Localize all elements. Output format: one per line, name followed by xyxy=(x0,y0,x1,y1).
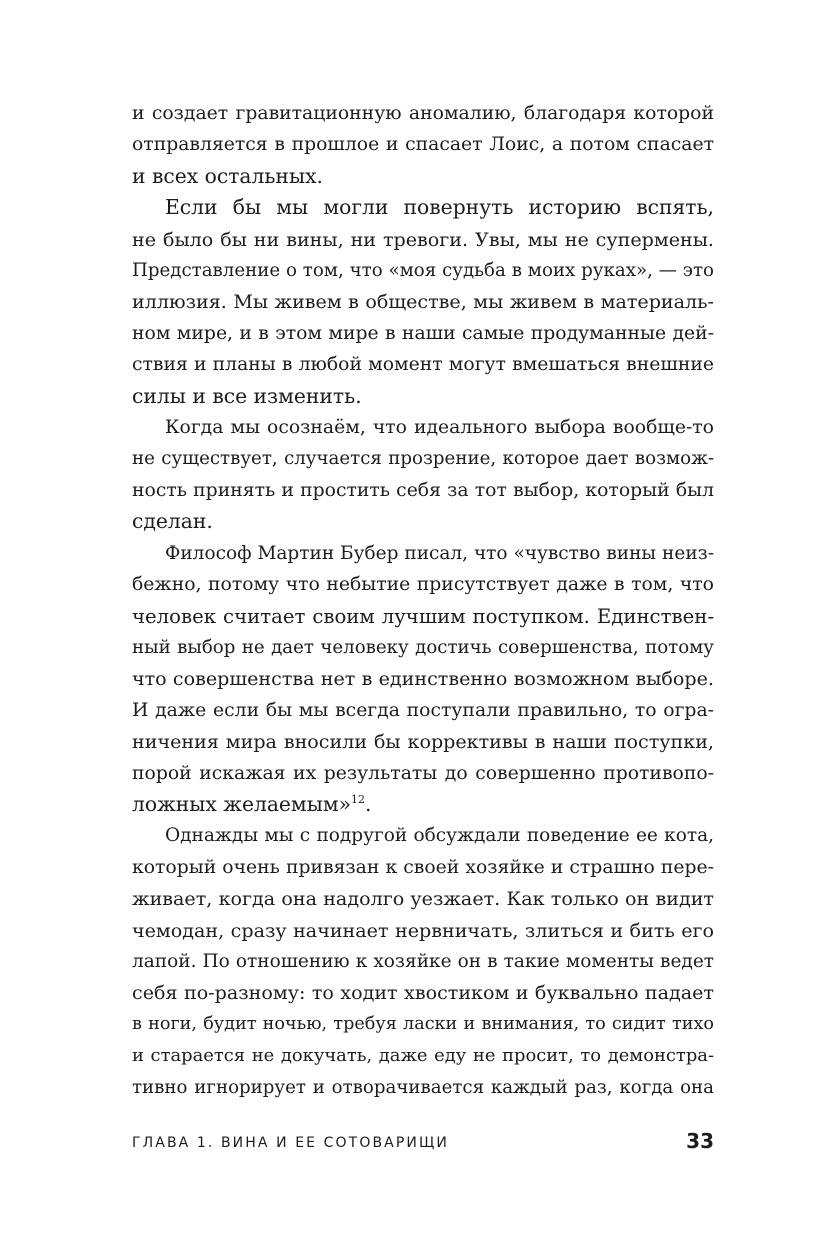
text-line: и всех остальных. xyxy=(132,163,323,188)
text-line: силы и все изменить. xyxy=(132,383,362,408)
text-line: человек считает своим лучшим поступком. Единствен- xyxy=(132,604,714,628)
text-line: который очень привязан к своей хозяйке и страшно пере- xyxy=(132,856,714,878)
body-text xyxy=(132,98,714,1103)
page-number: 33 xyxy=(686,1129,714,1153)
text-line: и старается не докучать, даже еду не просит, то демонстра- xyxy=(132,1045,714,1067)
text-line: ничения мира вносили бы коррективы в наши поступки, xyxy=(132,730,714,754)
footnote-tail: . xyxy=(365,791,372,816)
footnote-reference[interactable]: 12 xyxy=(351,792,366,806)
text-line: не было бы ни вины, ни тревоги. Увы, мы не супермены. xyxy=(132,227,714,251)
text-line: ложных желаемым» xyxy=(132,791,352,816)
text-line: Однажды мы с подругой обсуждали поведение ее кота, xyxy=(165,825,714,847)
page-footer xyxy=(132,1129,714,1159)
text-line: ность принять и простить себя за тот выбор, который был xyxy=(132,479,714,501)
text-line: не существует, случается прозрение, которое дает возмож- xyxy=(132,448,714,470)
text-line: чемодан, сразу начинает нервничать, злиться и бить его xyxy=(132,918,714,942)
text-line: ном мире, и в этом мире в наши самые продуманные дей- xyxy=(132,322,714,344)
text-line: Представление о том, что «моя судьба в моих руках», — это xyxy=(132,260,714,282)
text-line: Если бы мы могли повернуть историю вспять, xyxy=(165,195,714,220)
text-line: живает, когда она надолго уезжает. Как только он видит xyxy=(132,887,714,911)
text-line-with-footnote xyxy=(132,789,714,820)
text-line: что совершенства нет в единственно возможном выборе. xyxy=(132,667,714,691)
running-head: ГЛАВА 1. ВИНА И ЕЕ СОТОВАРИЩИ xyxy=(132,1135,449,1151)
text-line: и создает гравитационную аномалию, благодаря которой xyxy=(132,103,714,124)
text-line: Философ Мартин Бубер писал, что «чувство вины неиз- xyxy=(165,542,714,564)
text-line: сделан. xyxy=(132,509,213,534)
text-line: отправляется в прошлое и спасает Лоис, а потом спасает xyxy=(132,134,714,156)
text-line: бежно, потому что небытие присутствует даже в том, что xyxy=(132,574,714,596)
text-line: ствия и планы в любой момент могут вмешаться внешние xyxy=(132,354,714,376)
text-line: ный выбор не дает человеку достичь совершенства, потому xyxy=(132,636,714,658)
text-line: И даже если бы мы всегда поступали правильно, то огра- xyxy=(132,699,714,721)
text-line: в ноги, будит ночью, требуя ласки и внимания, то сидит тихо xyxy=(132,1013,714,1034)
text-line: лапой. По отношению к хозяйке он в такие моменты ведет xyxy=(132,950,714,972)
text-line: тивно игнорирует и отворачивается каждый раз, когда она xyxy=(132,1076,714,1098)
text-line: себя по-разному: то ходит хвостиком и буквально падает xyxy=(132,981,714,1005)
text-line: порой искажая их результаты до совершенно противопо- xyxy=(132,762,714,784)
text-line: иллюзия. Мы живем в обществе, мы живем в материаль- xyxy=(132,290,714,314)
text-line: Когда мы осознаём, что идеального выбора вообще-то xyxy=(165,417,714,439)
